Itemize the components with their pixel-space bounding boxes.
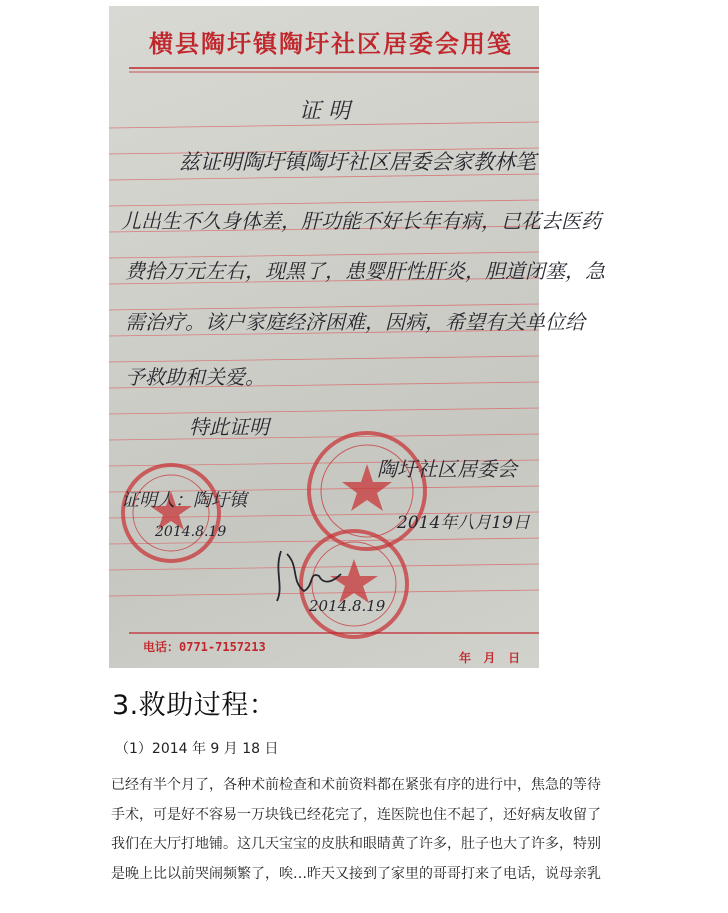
stamp-left — [123, 465, 219, 561]
body-line: 手术，可是好不容易一万块钱已经花完了，连医院也住不起了，还好病友收留了 — [111, 806, 601, 823]
signature-bottom-date: 2014.8.19 — [309, 597, 386, 615]
body-line: 我们在大厅打地铺。这几天宝宝的皮肤和眼睛黄了许多，肚子也大了许多，特别 — [111, 836, 601, 852]
handwritten-line: 儿出生不久身体差，肝功能不好长年有病，已花去医药 — [121, 209, 601, 233]
handwritten-line: 予救助和关爱。 — [125, 365, 265, 389]
date-line: （1）2014 年 9 月 18 日 — [115, 741, 279, 757]
signature-left: 证明人：陶圩镇 — [121, 490, 247, 511]
handwritten-line: 需治疗。该户家庭经济困难，因病，希望有关单位给 — [125, 310, 585, 334]
footer-date-fields: 年 月 日 — [459, 651, 521, 665]
letterhead-text: 横县陶圩镇陶圩社区居委会用笺 — [149, 29, 513, 58]
ruled-line — [109, 564, 539, 570]
ruled-line — [109, 434, 539, 440]
handwritten-line: 兹证明陶圩镇陶圩社区居委会家教林笔 — [179, 150, 536, 174]
body-line: 是晚上比以前哭闹频繁了，唉…昨天又接到了家里的哥哥打来了电话，说母亲乳 — [111, 865, 601, 882]
signature-right-date: 2014年八月19日 — [397, 513, 530, 533]
footer-phone: 电话：0771-7157213 — [143, 640, 266, 654]
body-paragraph — [111, 771, 631, 889]
ruled-line — [109, 590, 539, 596]
body-line: 已经有半个月了，各种术前检查和术前资料都在紧张有序的进行中，焦急的等待 — [111, 777, 601, 793]
ruled-line — [109, 200, 539, 206]
ruled-line — [109, 252, 539, 258]
signature-right-org: 陶圩社区居委会 — [377, 457, 517, 481]
signature-left-date: 2014.8.19 — [155, 524, 227, 540]
handwritten-line: 费拾万元左右，现黑了，患婴肝性肝炎，胆道闭塞，急 — [125, 259, 605, 283]
ruled-line — [109, 408, 539, 414]
handwritten-line: 特此证明 — [189, 415, 269, 439]
certificate-title: 证 明 — [299, 99, 350, 124]
ruled-line — [109, 356, 539, 362]
certificate-photo — [109, 6, 605, 668]
ruled-line — [109, 174, 539, 180]
section-heading: 3.救助过程： — [112, 690, 277, 721]
